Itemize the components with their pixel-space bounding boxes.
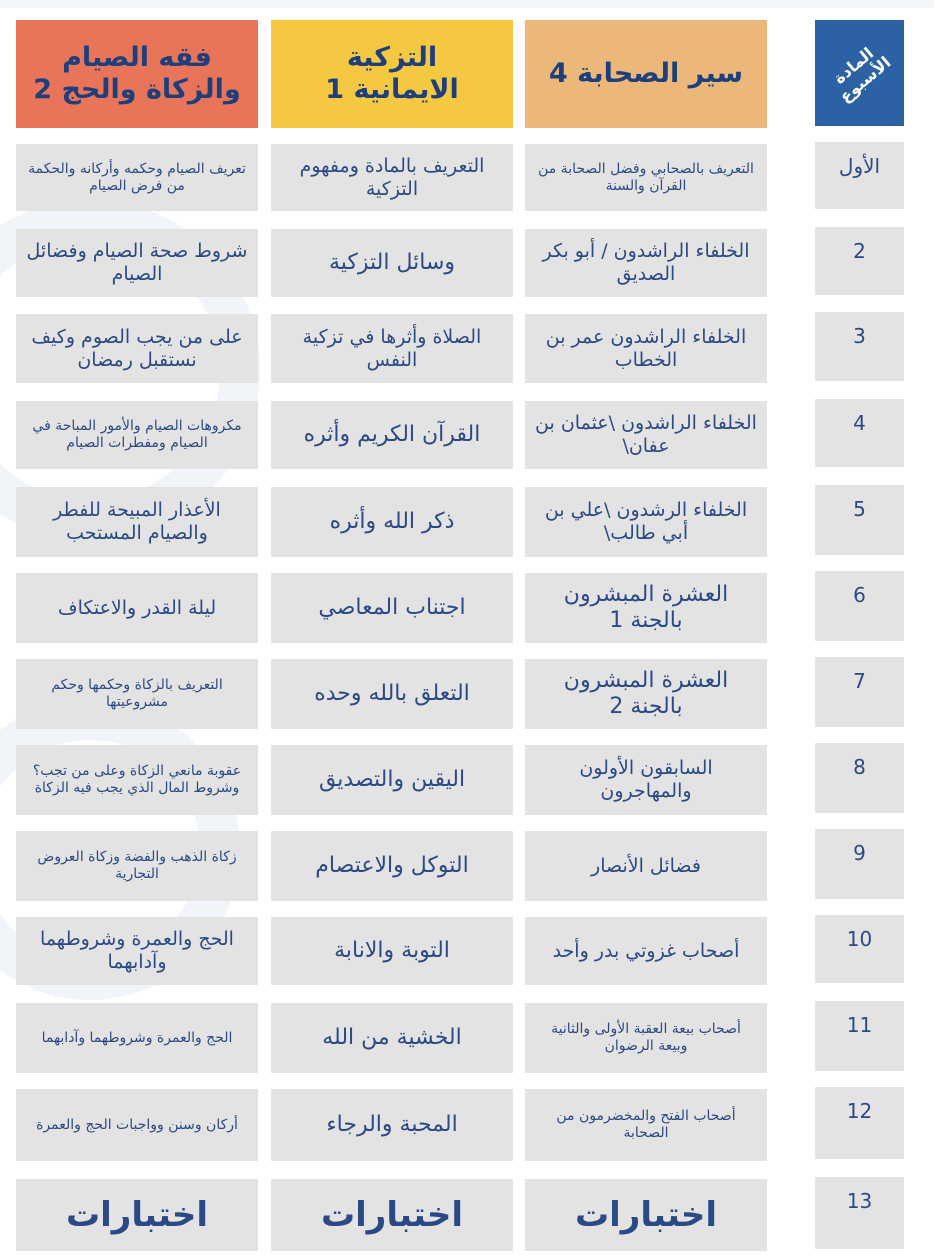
table-cell-col3: اختبارات [525,1179,767,1251]
table-cell-col1: على من يجب الصوم وكيف نستقبل رمضان [16,314,258,383]
table-cell-col2: الخشية من الله [271,1003,513,1073]
table-cell-col2: اجتناب المعاصي [271,573,513,643]
table-cell-col1: زكاة الذهب والفضة وزكاة العروض التجارية [16,831,258,901]
week-cell: 11 [815,1001,904,1071]
table-cell-col3: العشرة المبشرون بالجنة 1 [525,573,767,643]
week-cell: 8 [815,743,904,813]
table-cell-col3: أصحاب الفتح والمخضرمون من الصحابة [525,1089,767,1161]
table-cell-col2: اليقين والتصديق [271,745,513,815]
table-cell-col1: مكروهات الصيام والأمور المباحة في الصيام ومفطرات الصيام [16,401,258,469]
table-cell-col1: أركان وسنن وواجبات الحج والعمرة [16,1089,258,1161]
table-cell-col2: ذكر الله وأثره [271,487,513,557]
table-cell-col2: التوبة والانابة [271,917,513,985]
table-cell-col3: أصحاب بيعة العقبة الأولى والثانية وبيعة الرضوان [525,1003,767,1073]
table-cell-col2: التعلق بالله وحده [271,659,513,729]
table-cell-col2: الصلاة وأثرها في تزكية النفس [271,314,513,383]
week-cell: 6 [815,571,904,641]
table-cell-col1: التعريف بالزكاة وحكمها وحكم مشروعيتها [16,659,258,729]
table-cell-col3: التعريف بالصحابي وفضل الصحابة من القرآن والسنة [525,144,767,211]
header-subject-week-label: المادة الأسبوع [829,44,895,107]
table-cell-col3: العشرة المبشرون بالجنة 2 [525,659,767,729]
table-cell-col2: القرآن الكريم وأثره [271,401,513,469]
week-cell: 2 [815,227,904,295]
table-cell-col3: السابقون الأولون والمهاجرون [525,745,767,815]
table-cell-col1: ليلة القدر والاعتكاف [16,573,258,643]
table-cell-col3: الخلفاء الراشدون عمر بن الخطاب [525,314,767,383]
week-cell: 10 [815,915,904,983]
week-cell: 3 [815,312,904,381]
table-cell-col3: الخلفاء الرشدون \علي بن أبي طالب\ [525,487,767,557]
week-cell: 13 [815,1177,904,1249]
table-cell-col1: الحج والعمرة وشروطهما وآدابهما [16,917,258,985]
table-cell-col2: وسائل التزكية [271,229,513,297]
header-siyar-sahaba: سير الصحابة 4 [525,20,767,128]
header-fiqh-siyam: فقه الصيام والزكاة والحج 2 [16,20,258,128]
table-cell-col3: أصحاب غزوتي بدر وأحد [525,917,767,985]
header-tazkiya: التزكية الايمانية 1 [271,20,513,128]
week-cell: 4 [815,399,904,467]
week-cell: 5 [815,485,904,555]
table-cell-col1: الحج والعمرة وشروطهما وآدابهما [16,1003,258,1073]
header-subject-week [815,20,904,126]
top-strip [0,0,934,8]
table-cell-col3: فضائل الأنصار [525,831,767,901]
week-cell: 7 [815,657,904,727]
table-cell-col1: اختبارات [16,1179,258,1251]
table-cell-col3: الخلفاء الراشدون / أبو بكر الصديق [525,229,767,297]
table-cell-col2: المحبة والرجاء [271,1089,513,1161]
table-cell-col3: الخلفاء الراشدون \عثمان بن عفان\ [525,401,767,469]
table-cell-col1: الأعذار المبيحة للفطر والصيام المستحب [16,487,258,557]
table-cell-col1: شروط صحة الصيام وفضائل الصيام [16,229,258,297]
table-cell-col1: عقوبة مانعي الزكاة وعلى من تجب؟ وشروط المال الذي يجب فيه الزكاة [16,745,258,815]
table-cell-col1: تعريف الصيام وحكمه وأركانه والحكمة من فرض الصيام [16,144,258,211]
week-cell: الأول [815,142,904,209]
table-cell-col2: التعريف بالمادة ومفهوم التزكية [271,144,513,211]
table-cell-col2: التوكل والاعتصام [271,831,513,901]
week-cell: 12 [815,1087,904,1159]
table-cell-col2: اختبارات [271,1179,513,1251]
week-cell: 9 [815,829,904,899]
